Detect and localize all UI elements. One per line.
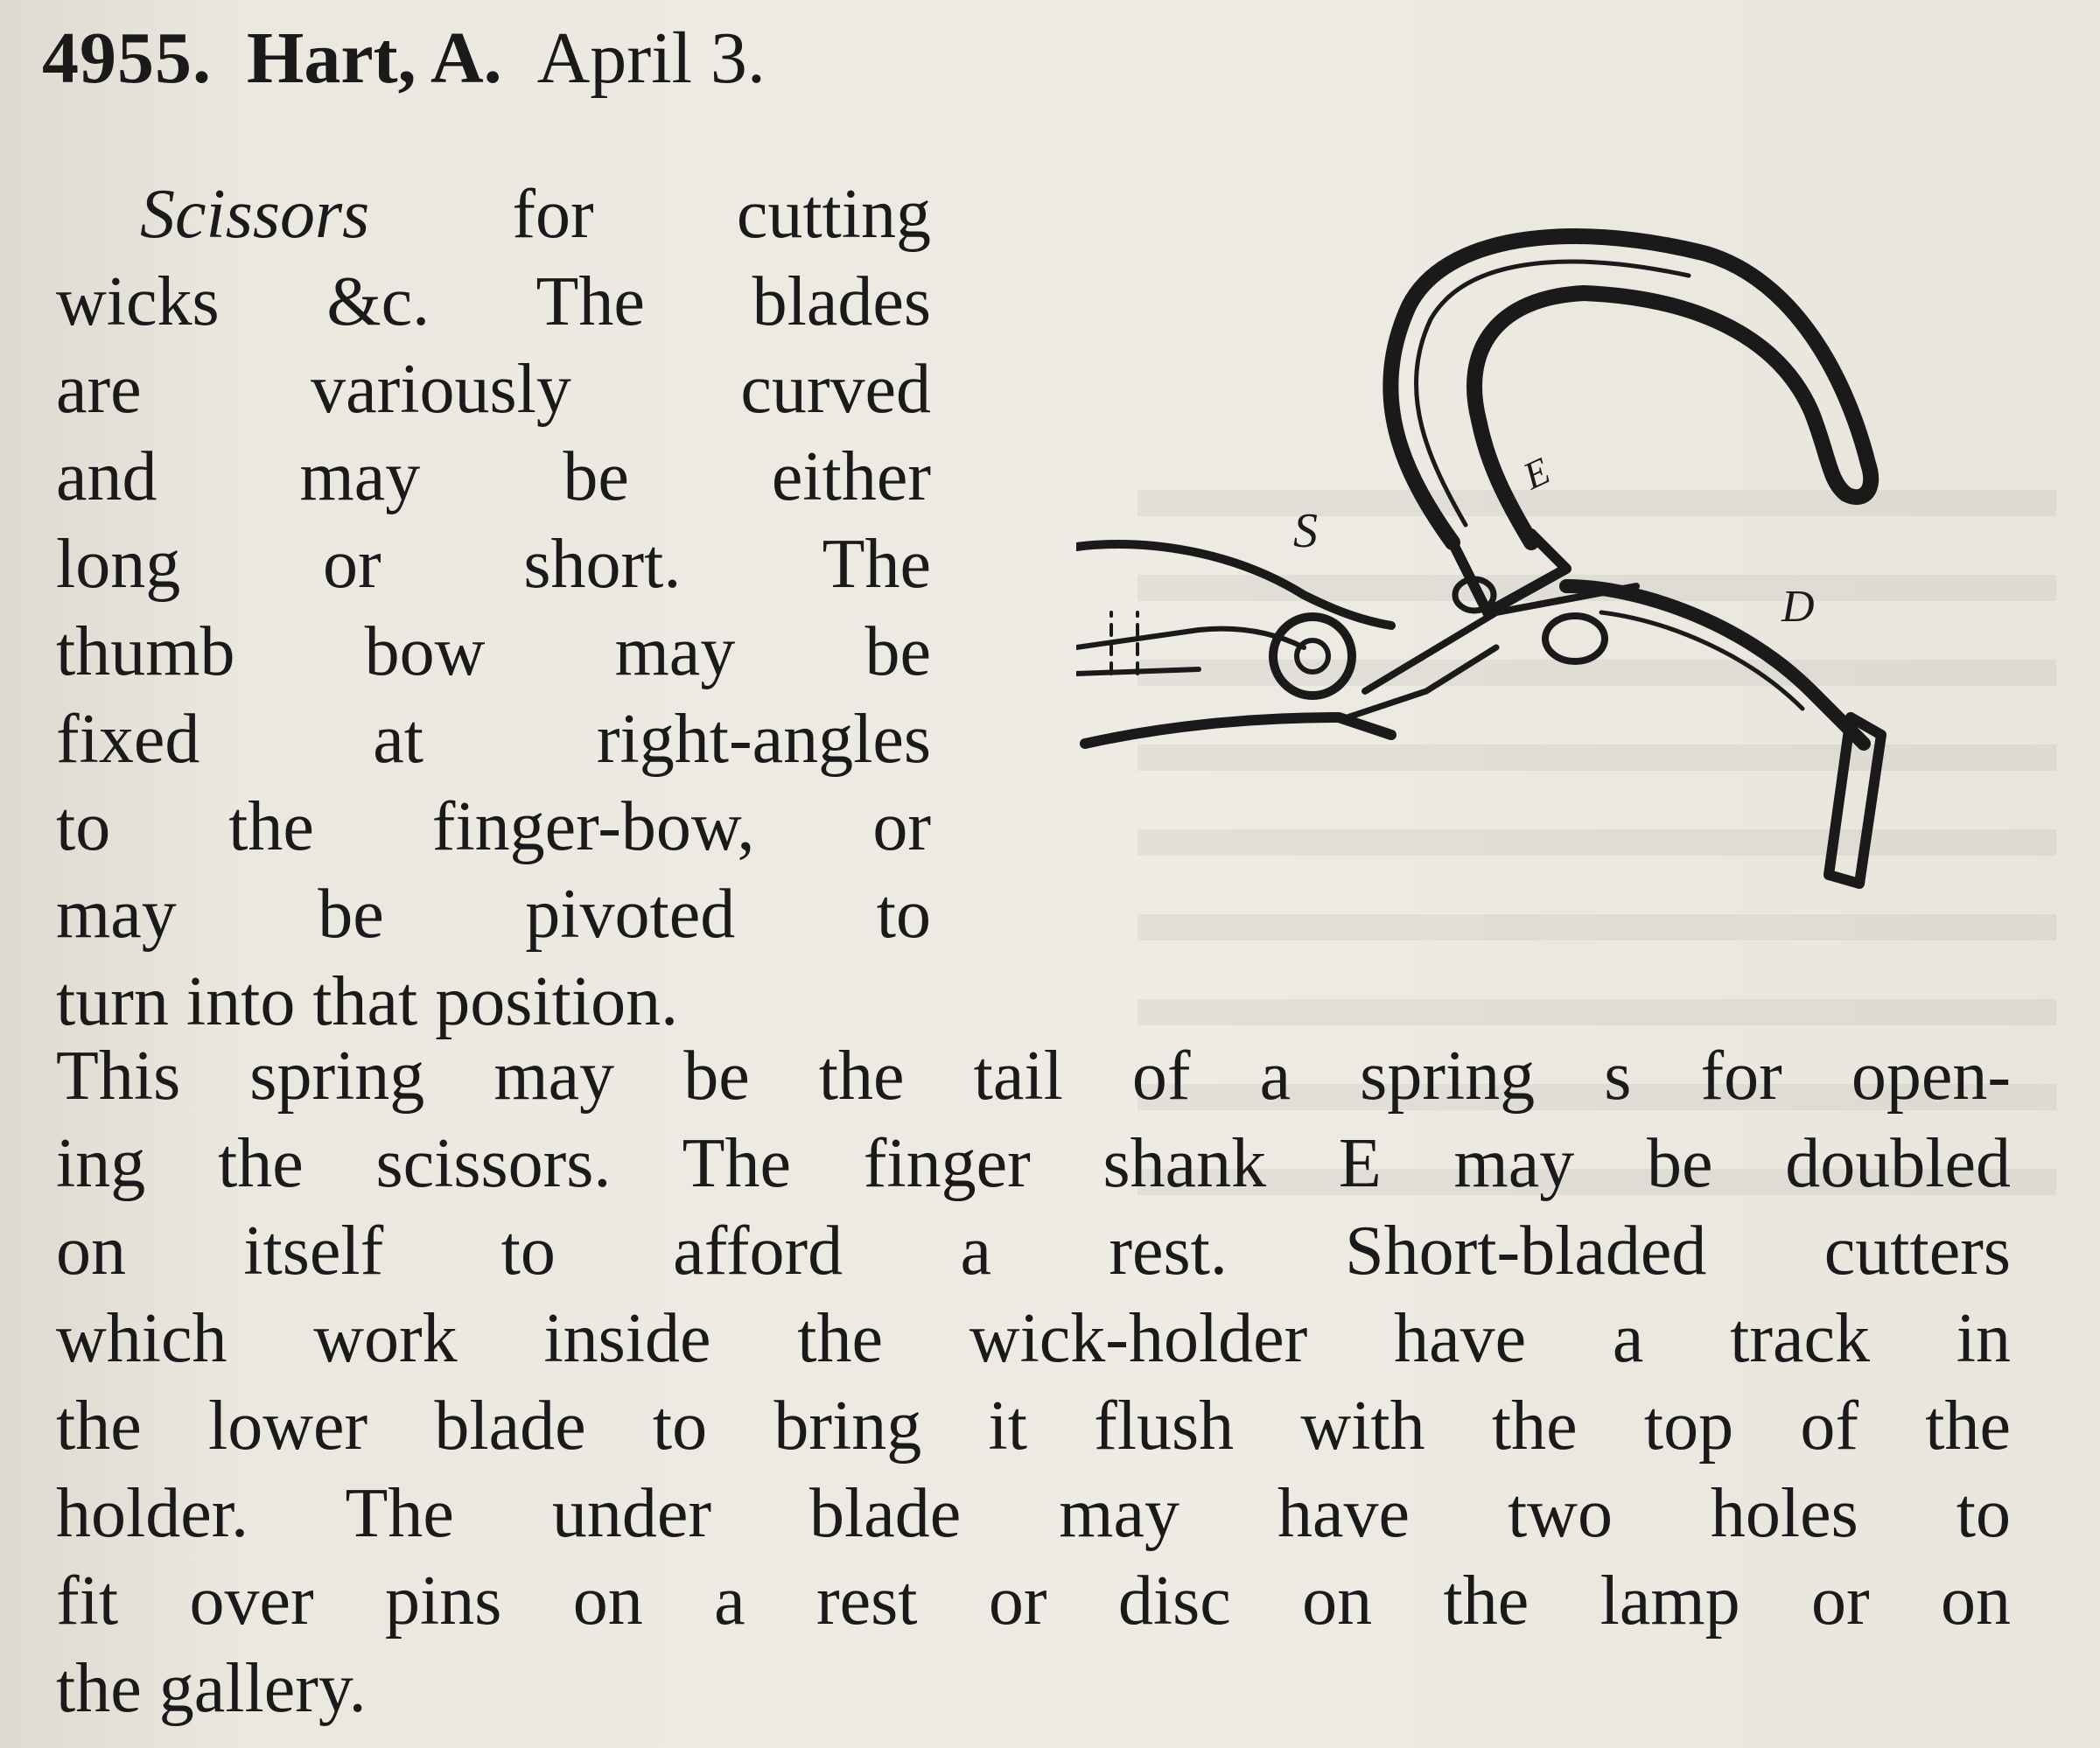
column-line: wicks &c. The blades — [56, 263, 931, 340]
pivot-screw — [1273, 617, 1352, 696]
column-line: are variously curved — [56, 351, 931, 428]
finger-bow — [1390, 236, 1871, 542]
label-s: S — [1293, 504, 1318, 558]
entry-heading — [42, 16, 766, 103]
entry-name: Hart, A. — [247, 17, 502, 99]
column-line: Scissors for cutting — [140, 176, 932, 253]
column-line: long or short. The — [56, 526, 931, 603]
body-line: fit over pins on a rest or disc on the lamp or on — [56, 1563, 2011, 1640]
label-d: D — [1782, 582, 1815, 632]
column-line: turn into that position. — [56, 963, 679, 1040]
thumb-bow — [1566, 586, 1864, 744]
upper-blade — [1076, 544, 1391, 626]
body-line: on itself to afford a rest. Short-bladed cutters — [56, 1213, 2011, 1290]
body-line: which work inside the wick-holder have a track in — [56, 1300, 2011, 1377]
lower-blade — [1085, 717, 1391, 744]
scissors-illustration — [1076, 201, 1916, 901]
label-e: E — [1516, 449, 1557, 499]
body-line: ing the scissors. The finger shank E may be doubled — [56, 1125, 2011, 1202]
body-line: the lower blade to bring it flush with the top of the — [56, 1388, 2011, 1465]
body-line: This spring may be the tail of a spring s for open- — [56, 1038, 2011, 1115]
italic-word: Scissors — [140, 176, 370, 253]
column-line: and may be either — [56, 438, 931, 515]
body-line: the gallery. — [56, 1650, 367, 1727]
entry-date: April 3. — [536, 17, 766, 99]
entry-number: 4955. — [42, 17, 212, 99]
column-line: may be pivoted to — [56, 876, 931, 953]
column-line: fixed at right-angles — [56, 701, 931, 778]
column-line: thumb bow may be — [56, 613, 931, 690]
body-line: holder. The under blade may have two holes to — [56, 1475, 2011, 1552]
column-line: to the finger-bow, or — [56, 788, 931, 865]
